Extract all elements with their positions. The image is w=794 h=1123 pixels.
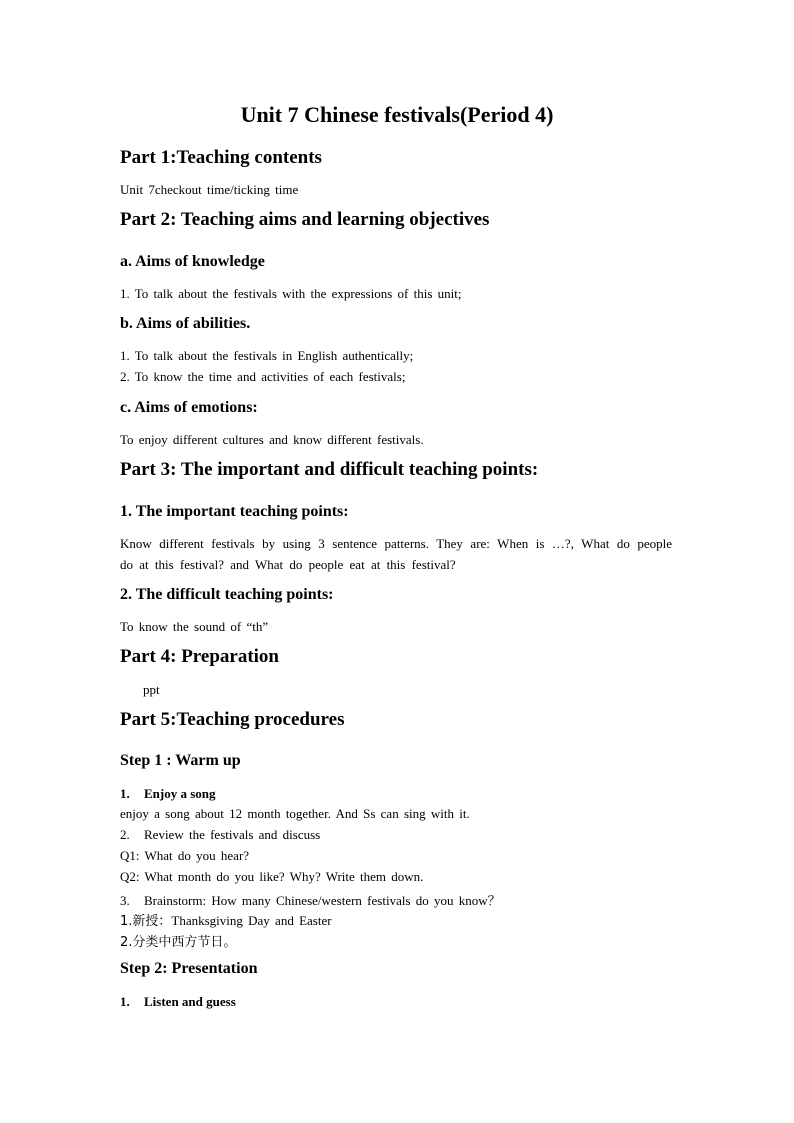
question-2: Q2: What month do you like? Why? Write them down.	[120, 869, 424, 884]
classify-line	[120, 931, 236, 950]
difficult-points-heading: 2. The difficult teaching points:	[120, 586, 334, 603]
question-1: Q1: What do you hear?	[120, 848, 250, 863]
new-lesson-line	[120, 910, 332, 929]
aims-abilities-heading: b. Aims of abilities.	[120, 315, 251, 332]
step1-item2-text: Review the festivals and discuss	[144, 827, 321, 842]
page-title: Unit 7 Chinese festivals(Period 4)	[240, 102, 554, 127]
step1-item3	[120, 890, 501, 909]
part3-heading: Part 3: The important and difficult teaching points:	[120, 459, 539, 480]
step1-item1-number: 1.	[120, 786, 130, 801]
step1-item1-text: enjoy a song about 12 month together. And Ss can sing with it.	[120, 806, 470, 821]
important-points-text: Know different festivals by using 3 sentence patterns. They are: When is …?, What do people do at this festival? and What do people eat at this festival?	[120, 536, 672, 572]
part1-text: Unit 7checkout time/ticking time	[120, 182, 299, 197]
step1-item3-text: Brainstorm: How many Chinese/western festivals do you know？	[144, 893, 501, 908]
part2-heading: Part 2: Teaching aims and learning objectives	[120, 209, 490, 230]
step1-item2-number: 2.	[120, 827, 130, 842]
aims-abilities-line-2: 2. To know the time and activities of each festivals;	[120, 369, 406, 384]
difficult-points-text: To know the sound of “th”	[120, 619, 269, 634]
step2-item1-number: 1.	[120, 994, 130, 1009]
step1-item2	[120, 827, 320, 843]
part5-heading: Part 5:Teaching procedures	[120, 709, 345, 730]
aims-knowledge-line: 1. To talk about the festivals with the expressions of this unit;	[120, 286, 462, 301]
aims-knowledge-heading: a. Aims of knowledge	[120, 253, 265, 270]
step2-item1-label: Listen and guess	[144, 994, 236, 1009]
new-lesson-label: 1.新授：	[120, 914, 172, 929]
aims-emotions-line: To enjoy different cultures and know different festivals.	[120, 432, 424, 447]
step1-item1-label: Enjoy a song	[144, 786, 216, 801]
step2-heading: Step 2: Presentation	[120, 960, 258, 977]
classify-text: 2.分类中西方节日。	[120, 935, 237, 950]
new-lesson-text: Thanksgiving Day and Easter	[171, 913, 332, 928]
aims-emotions-heading: c. Aims of emotions:	[120, 399, 258, 416]
step1-item3-number: 3.	[120, 893, 130, 908]
part1-heading: Part 1:Teaching contents	[120, 147, 322, 168]
important-points-heading: 1. The important teaching points:	[120, 503, 349, 520]
aims-abilities-line-1: 1. To talk about the festivals in English authentically;	[120, 348, 414, 363]
step2-item1	[120, 994, 236, 1010]
preparation-text: ppt	[143, 682, 160, 697]
step1-heading: Step 1 : Warm up	[120, 752, 241, 769]
step1-item1	[120, 786, 216, 802]
part4-heading: Part 4: Preparation	[120, 646, 279, 667]
